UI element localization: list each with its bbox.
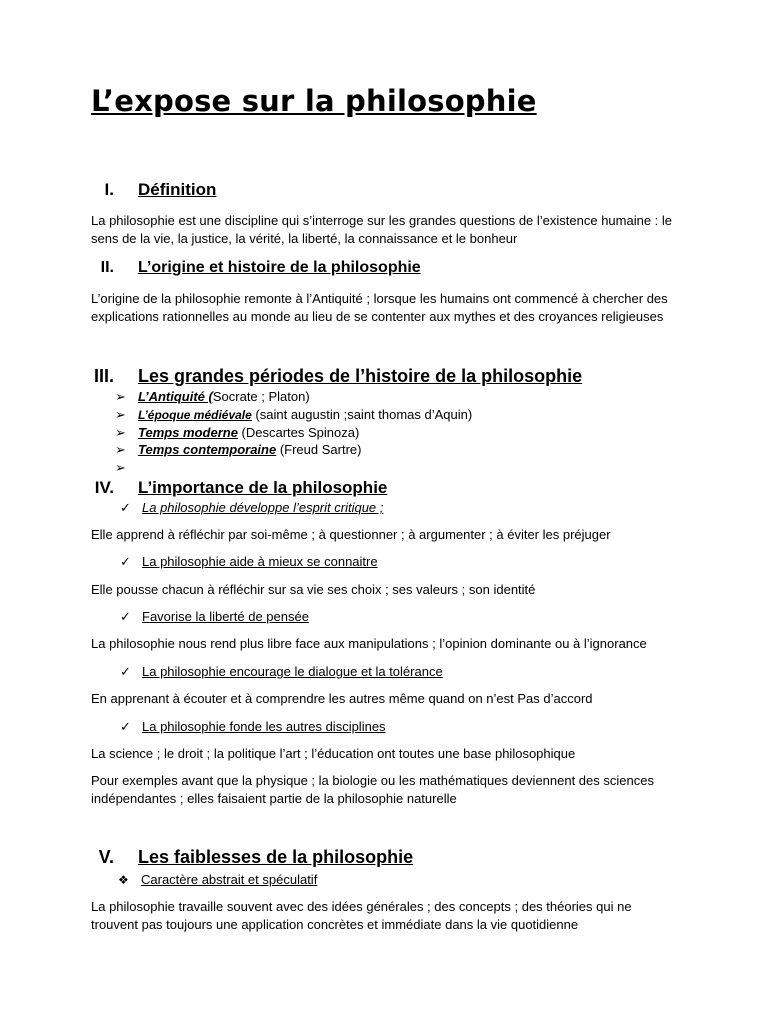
arrowhead-bullet-icon: ➢ bbox=[115, 389, 126, 404]
four-diamond-bullet-icon: ❖ bbox=[118, 873, 129, 887]
checkmark-bullet-icon: ✓ bbox=[120, 500, 131, 515]
period-name: Temps contemporaine bbox=[138, 442, 277, 457]
paragraph-weaknesses bbox=[91, 898, 691, 934]
period-detail: Socrate ; Platon) bbox=[212, 389, 310, 404]
paragraph-examples bbox=[91, 772, 691, 808]
section-title: Définition bbox=[138, 180, 217, 199]
paragraph-definition bbox=[91, 212, 691, 248]
paragraph-line: indépendantes ; elles faisaient partie de la philosophie naturelle bbox=[91, 791, 457, 806]
importance-text: En apprenant à écouter et à comprendre les autres même quand on n’est Pas d’accord bbox=[91, 691, 593, 706]
importance-text: Elle apprend à réfléchir par soi-même ; à questionner ; à argumenter ; à éviter les préjuger bbox=[91, 527, 611, 542]
period-name: L’Antiquité ( bbox=[138, 389, 213, 404]
weakness-label: Caractère abstrait et spéculatif bbox=[141, 872, 318, 887]
arrowhead-bullet-icon: ➢ bbox=[115, 407, 126, 422]
paragraph-line: trouvent pas toujours une application concrètes et immédiate dans la vie quotidienne bbox=[91, 917, 579, 932]
importance-label: La philosophie développe l’esprit critique ; bbox=[142, 500, 384, 515]
importance-text: La philosophie nous rend plus libre face aux manipulations ; l’opinion dominante ou à l’ignorance bbox=[91, 636, 647, 651]
paragraph-line: explications rationnelles au monde au lieu de se contenter aux mythes et des croyances religieuses bbox=[91, 309, 664, 324]
arrowhead-bullet-icon: ➢ bbox=[115, 460, 126, 475]
importance-text: Elle pousse chacun à réfléchir sur sa vie ses choix ; ses valeurs ; son identité bbox=[91, 582, 536, 597]
paragraph-line: L’origine de la philosophie remonte à l’Antiquité ; lorsque les humains ont commencé à chercher des bbox=[91, 291, 668, 306]
section-title: Les grandes périodes de l’histoire de la philosophie bbox=[138, 366, 583, 386]
document-title: L’expose sur la philosophie bbox=[91, 84, 537, 118]
paragraph-line: La philosophie est une discipline qui s’interroge sur les grandes questions de l’existence humaine : le bbox=[91, 213, 673, 228]
section-numeral: II. bbox=[100, 259, 114, 276]
checkmark-bullet-icon: ✓ bbox=[120, 664, 131, 679]
arrowhead-bullet-icon: ➢ bbox=[115, 425, 126, 440]
checkmark-bullet-icon: ✓ bbox=[120, 719, 131, 734]
section-numeral: III. bbox=[93, 366, 114, 386]
paragraph-line: La philosophie travaille souvent avec des idées générales ; des concepts ; des théories qui ne bbox=[91, 899, 632, 914]
section-numeral: V. bbox=[98, 847, 114, 867]
importance-label: La philosophie aide à mieux se connaitre bbox=[142, 554, 378, 569]
section-title: L’importance de la philosophie bbox=[138, 478, 388, 497]
importance-label: Favorise la liberté de pensée bbox=[142, 609, 309, 624]
paragraph-line: Pour exemples avant que la physique ; la biologie ou les mathématiques deviennent des sciences bbox=[91, 773, 654, 788]
period-detail: (saint augustin ;saint thomas d’Aquin) bbox=[251, 407, 473, 422]
section-title: Les faiblesses de la philosophie bbox=[138, 847, 414, 867]
period-name: Temps moderne bbox=[138, 425, 238, 440]
section-numeral: I. bbox=[104, 180, 114, 199]
section-numeral: IV. bbox=[94, 478, 114, 497]
paragraph-line: sens de la vie, la justice, la vérité, la liberté, la connaissance et le bonheur bbox=[91, 231, 518, 246]
period-name: L’époque médiévale bbox=[138, 408, 252, 422]
period-detail: (Freud Sartre) bbox=[276, 442, 362, 457]
checkmark-bullet-icon: ✓ bbox=[120, 554, 131, 569]
importance-label: La philosophie fonde les autres disciplines bbox=[142, 719, 386, 734]
checkmark-bullet-icon: ✓ bbox=[120, 609, 131, 624]
importance-label: La philosophie encourage le dialogue et la tolérance bbox=[142, 664, 443, 679]
arrowhead-bullet-icon: ➢ bbox=[115, 442, 126, 457]
paragraph-origin bbox=[91, 290, 691, 326]
importance-text: La science ; le droit ; la politique l’art ; l’éducation ont toutes une base philosophique bbox=[91, 746, 576, 761]
period-detail: (Descartes Spinoza) bbox=[237, 425, 360, 440]
section-title: L’origine et histoire de la philosophie bbox=[138, 259, 421, 276]
